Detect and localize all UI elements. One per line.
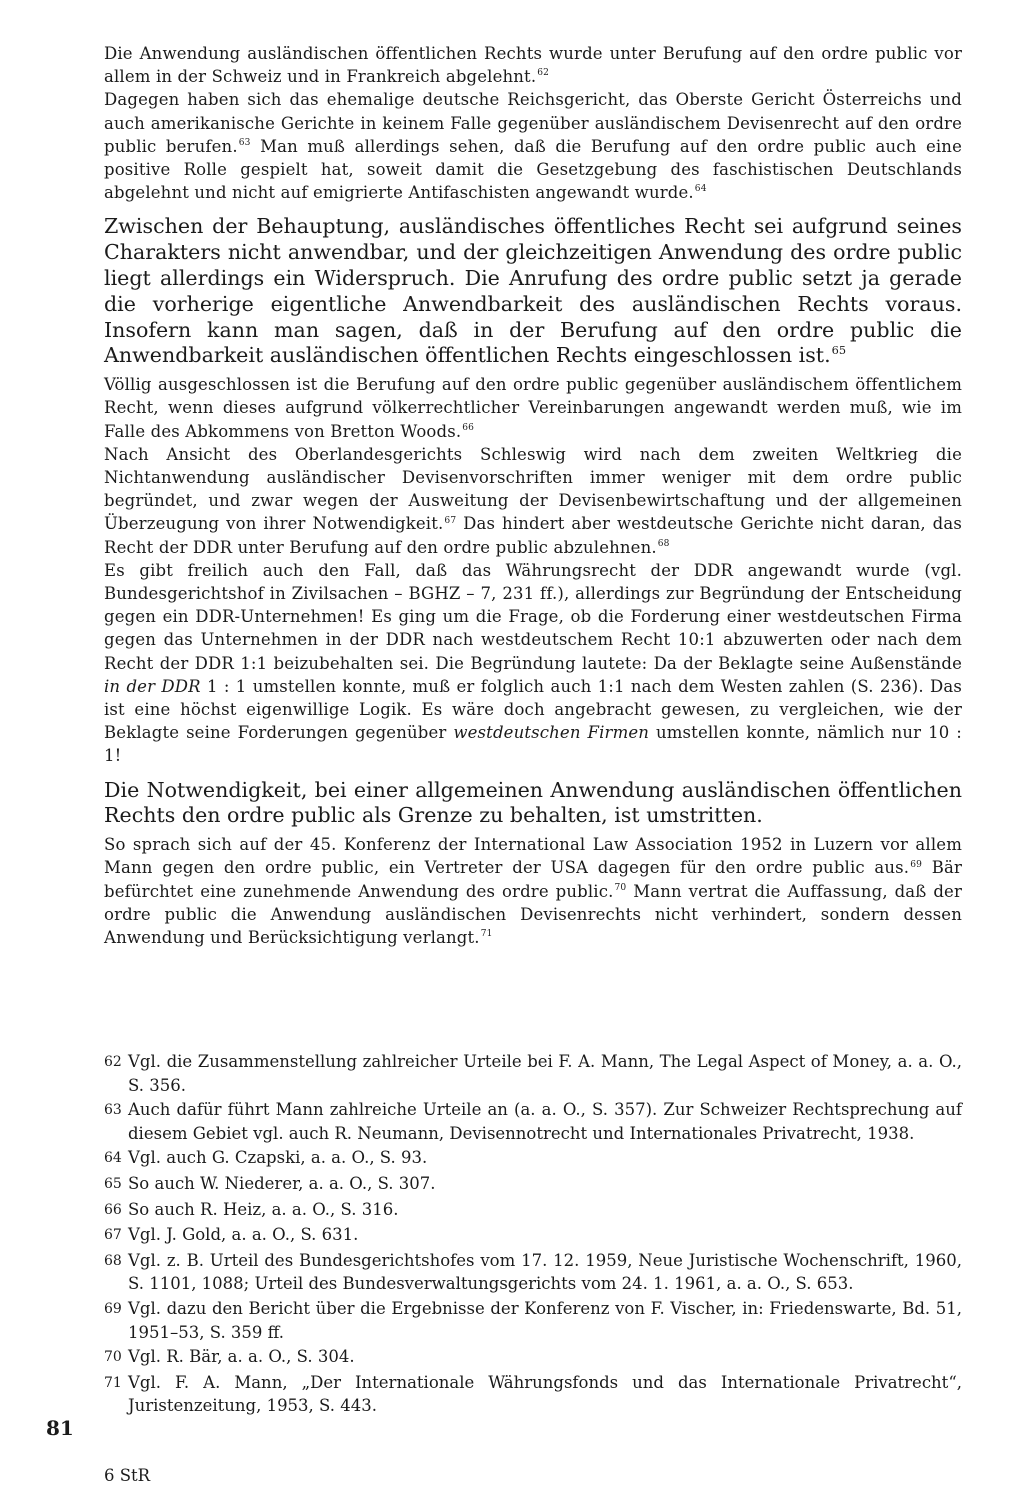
- paragraph-text: Die Notwendigkeit, bei einer allgemeinen Anwendung ausländischen öffentlichen Rechts den ordre public als Grenze zu behalten, ist umstritten.: [104, 777, 962, 828]
- footnote-ref[interactable]: 69: [910, 859, 923, 870]
- footnote: [104, 1223, 962, 1248]
- footnote-text: So auch W. Niederer, a. a. O., S. 307.: [128, 1173, 436, 1193]
- footnote-number: 65: [104, 1175, 122, 1192]
- emphasis-text: in der DDR: [104, 676, 201, 696]
- footnote-number: 66: [104, 1201, 122, 1218]
- paragraph-text: Die Anwendung ausländischen öffentlichen Rechts wurde unter Berufung auf den ordre public vor allem in der Schweiz und in Frankreich abgelehnt.: [104, 44, 962, 87]
- paragraph-text: Dagegen haben sich das ehemalige deutsche Reichsgericht, das Oberste Gericht Österreichs und auch amerikanische Gerichte in keinem Falle gegenüber ausländischem Devisenrecht auf den ordre public berufen.: [104, 90, 962, 156]
- footnote: [104, 1198, 962, 1223]
- footnote-text: Auch dafür führt Mann zahlreiche Urteile an (a. a. O., S. 357). Zur Schweizer Rechtsprechung auf diesem Gebiet vgl. auch R. Neumann, Devisennotrecht und Internationales Privatrecht, 1938.: [128, 1100, 962, 1143]
- footnote-ref[interactable]: 67: [444, 515, 457, 526]
- footnote: [104, 1345, 962, 1370]
- paragraph-text: Man muß allerdings sehen, daß die Berufung auf den ordre public auch eine positive Rolle gespielt hat, soweit damit die Gesetzgebung des faschistischen Deutschlands abgelehnt und nicht auf emigrierte Antifaschisten angewandt wurde.: [104, 136, 962, 203]
- footnote-number: 62: [104, 1054, 122, 1070]
- paragraph-text: Völlig ausgeschlossen ist die Berufung auf den ordre public gegenüber ausländischem öffentlichem Recht, wenn dieses aufgrund völkerrechtlicher Vereinbarungen angewandt werden muß, wie im Falle des Abkommens von Bretton Woods.: [104, 375, 962, 441]
- footnote-text: Vgl. dazu den Bericht über die Ergebnisse der Konferenz von F. Vischer, in: Friedenswarte, Bd. 51, 1951–53, S. 359 ff.: [128, 1298, 962, 1342]
- body-text: [104, 42, 962, 949]
- footnotes: [104, 1050, 962, 1419]
- paragraph-3: [104, 214, 962, 369]
- paragraph-2: [104, 88, 962, 204]
- emphasis-text: westdeutschen Firmen: [453, 723, 650, 743]
- footnote-number: 67: [104, 1227, 122, 1244]
- footnote: [104, 1172, 962, 1197]
- footnote-number: 63: [104, 1102, 122, 1119]
- paragraph-4: [104, 373, 962, 443]
- footnote-text: Vgl. die Zusammenstellung zahlreicher Urteile bei F. A. Mann, The Legal Aspect of Money, a. a. O., S. 356.: [128, 1052, 962, 1095]
- paragraph-text: 1 : 1 umstellen konnte, muß er folglich auch 1:1 nach dem Westen zahlen (S. 236). Das ist eine höchst eigenwillige Logik. Es wäre doch angebracht gewesen, zu vergleichen, wie der Beklagte seine Forderungen gegenüber: [104, 676, 962, 743]
- footnote-ref[interactable]: 71: [480, 929, 493, 940]
- footnote-text: Vgl. z. B. Urteil des Bundesgerichtshofes vom 17. 12. 1959, Neue Juristische Wochenschrift, 1960, S. 1101, 1088; Urteil des Bundesverwaltungsgerichts vom 24. 1. 1961, a. a. O., S. 653.: [128, 1250, 962, 1294]
- page-number: 81: [46, 1416, 74, 1440]
- paragraph-text: Nach Ansicht des Oberlandesgerichts Schleswig wird nach dem zweiten Weltkrieg die Nichtanwendung ausländischer Devisenvorschriften immer weniger mit dem ordre public begründet, und zwar wegen der Ausweitung der Devisenbewirtschaftung und der allgemeinen Überzeugung von ihrer Notwendigkeit.: [104, 444, 962, 534]
- paragraph-text: Mann vertrat die Auffassung, daß der ordre public die Anwendung ausländischen Devisenrechts nicht verhindert, sondern dessen Anwendung und Berücksichtigung verlangt.: [104, 881, 962, 948]
- paragraph-text: Das hindert aber westdeutsche Gerichte nicht daran, das Recht der DDR unter Berufung auf den ordre public abzulehnen.: [104, 514, 962, 557]
- paragraph-1: [104, 42, 962, 88]
- footnote-number: 64: [104, 1150, 122, 1167]
- paragraph-text: umstellen konnte, nämlich nur 10 : 1!: [104, 723, 962, 766]
- footnote-text: Vgl. F. A. Mann, „Der Internationale Währungsfonds und das Internationale Privatrecht“, Juristenzeitung, 1953, S. 443.: [128, 1372, 962, 1416]
- footnote-text: Vgl. J. Gold, a. a. O., S. 631.: [128, 1225, 359, 1245]
- footnote-number: 69: [104, 1300, 122, 1317]
- footnote-ref[interactable]: 65: [831, 342, 847, 357]
- paragraph-5: [104, 443, 962, 559]
- footnote-text: So auch R. Heiz, a. a. O., S. 316.: [128, 1199, 399, 1219]
- footnote: [104, 1297, 962, 1344]
- footnote-ref[interactable]: 63: [238, 138, 251, 149]
- paragraph-text: Bär befürchtet eine zunehmende Anwendung des ordre public.: [104, 858, 962, 901]
- footnote-ref[interactable]: 70: [614, 882, 627, 893]
- footnote: [104, 1050, 962, 1097]
- paragraph-text: So sprach sich auf der 45. Konferenz der International Law Association 1952 in Luzern vor allem Mann gegen den ordre public, ein Vertreter der USA dagegen für den ordre public aus.: [104, 835, 962, 878]
- footnote-ref[interactable]: 62: [537, 68, 550, 79]
- footnote-number: 68: [104, 1252, 122, 1269]
- footnote: [104, 1249, 962, 1296]
- footnote-number: 70: [104, 1349, 122, 1366]
- paragraph-text: Es gibt freilich auch den Fall, daß das Währungsrecht der DDR angewandt wurde (vgl. Bundesgerichtshof in Zivilsachen – BGHZ – 7, 231 ff.), allerdings zur Begründung der Entscheidung gegen ein DDR-Unternehmen! Es ging um die Frage, ob die Forderung einer westdeutschen Firma gegen das Unternehmen in der DDR nach westdeutschem Recht 10:1 abzuwerten oder nach dem Recht der DDR 1:1 beizubehalten sei. Die Begründung lautete: Da der Beklagte seine Außenstände: [104, 560, 962, 673]
- footnote-ref[interactable]: 66: [462, 422, 475, 433]
- paragraph-7: [104, 778, 962, 830]
- footnote-text: Vgl. auch G. Czapski, a. a. O., S. 93.: [128, 1148, 428, 1168]
- footnote-ref[interactable]: 64: [694, 184, 707, 195]
- footnote-text: Vgl. R. Bär, a. a. O., S. 304.: [128, 1347, 355, 1367]
- paragraph-6: [104, 559, 962, 768]
- printer-signature: 6 StR: [104, 1466, 151, 1485]
- footnote: [104, 1371, 962, 1418]
- footnote-number: 71: [104, 1374, 122, 1391]
- paragraph-text: Zwischen der Behauptung, ausländisches öffentliches Recht sei aufgrund seines Charakters nicht anwendbar, und der gleichzeitigen Anwendung des ordre public liegt allerdings ein Widerspruch. Die Anrufung des ordre public setzt ja gerade die vorherige eigentliche Anwendbarkeit des ausländischen Rechts voraus. Insofern kann man sagen, daß in der Berufung auf den ordre public die Anwendbarkeit ausländischen öffentlichen Rechts eingeschlossen ist.: [104, 214, 962, 368]
- footnote: [104, 1098, 962, 1145]
- footnote-ref[interactable]: 68: [657, 538, 670, 549]
- footnote: [104, 1146, 962, 1171]
- paragraph-8: [104, 833, 962, 949]
